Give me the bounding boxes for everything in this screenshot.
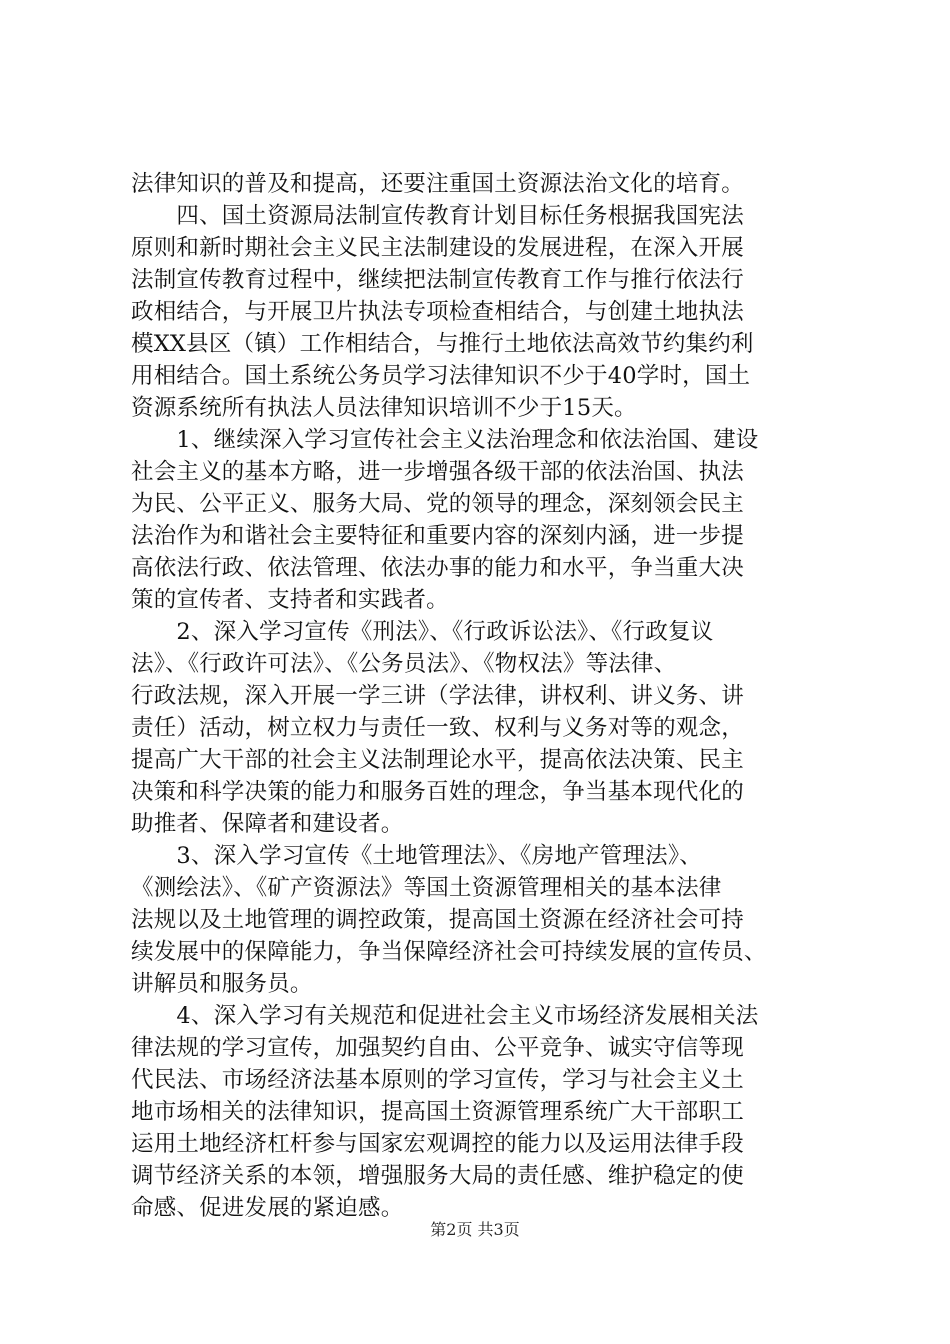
text-line: 法律知识的普及和提高，还要注重国土资源法治文化的培育。: [131, 171, 744, 197]
text-line: 命感、促进发展的紧迫感。: [131, 1195, 404, 1221]
text-line: 为民、公平正义、服务大局、党的领导的理念，深刻领会民主: [131, 491, 744, 517]
text-line: 提高广大干部的社会主义法制理论水平，提高依法决策、民主: [131, 747, 744, 773]
text-line: 续发展中的保障能力，争当保障经济社会可持续发展的宣传员、: [131, 939, 767, 965]
text-line: 3、深入学习宣传《土地管理法》、《房地产管理法》、: [131, 843, 702, 869]
text-line: 地市场相关的法律知识，提高国土资源管理系统广大干部职工: [131, 1099, 744, 1125]
text-line: 《测绘法》、《矿产资源法》等国土资源管理相关的基本法律: [131, 875, 722, 901]
text-line: 法治作为和谐社会主要特征和重要内容的深刻内涵，进一步提: [131, 523, 744, 549]
text-line: 助推者、保障者和建设者。: [131, 811, 404, 837]
document-body: [131, 168, 836, 1224]
text-line: 法制宣传教育过程中，继续把法制宣传教育工作与推行依法行: [131, 267, 744, 293]
text-line: 原则和新时期社会主义民主法制建设的发展进程，在深入开展: [131, 235, 744, 261]
text-line: 高依法行政、依法管理、依法办事的能力和水平，争当重大决: [131, 555, 744, 581]
text-line: 资源系统所有执法人员法律知识培训不少于15天。: [131, 395, 637, 421]
text-line: 社会主义的基本方略，进一步增强各级干部的依法治国、执法: [131, 459, 744, 485]
text-line: 用相结合。国土系统公务员学习法律知识不少于40学时，国土: [131, 363, 751, 389]
page-number-footer: 第2页 共3页: [430, 1220, 520, 1239]
text-line: 律法规的学习宣传，加强契约自由、公平竞争、诚实守信等现: [131, 1035, 744, 1061]
text-line: 代民法、市场经济法基本原则的学习宣传，学习与社会主义土: [131, 1067, 744, 1093]
text-line: 法规以及土地管理的调控政策，提高国土资源在经济社会可持: [131, 907, 744, 933]
text-line: 模XX县区（镇）工作相结合，与推行土地依法高效节约集约利: [131, 331, 754, 357]
text-line: 责任）活动，树立权力与责任一致、权利与义务对等的观念，: [131, 715, 744, 741]
text-line: 法》、《行政许可法》、《公务员法》、《物权法》等法律、: [131, 651, 677, 677]
text-line: 讲解员和服务员。: [131, 971, 313, 997]
text-line: 1、继续深入学习宣传社会主义法治理念和依法治国、建设: [131, 427, 759, 453]
text-line: 决策和科学决策的能力和服务百姓的理念，争当基本现代化的: [131, 779, 744, 805]
text-line: 政相结合，与开展卫片执法专项检查相结合，与创建土地执法: [131, 299, 744, 325]
text-line: 运用土地经济杠杆参与国家宏观调控的能力以及运用法律手段: [131, 1131, 744, 1157]
text-line: 行政法规，深入开展一学三讲（学法律，讲权利、讲义务、讲: [131, 683, 744, 709]
text-line: 四、国土资源局法制宣传教育计划目标任务根据我国宪法: [131, 203, 744, 229]
text-line: 调节经济关系的本领，增强服务大局的责任感、维护稳定的使: [131, 1163, 744, 1189]
text-line: 2、深入学习宣传《刑法》、《行政诉讼法》、《行政复议: [131, 619, 714, 645]
text-line: 4、深入学习有关规范和促进社会主义市场经济发展相关法: [131, 1003, 759, 1029]
text-line: 策的宣传者、支持者和实践者。: [131, 587, 449, 613]
